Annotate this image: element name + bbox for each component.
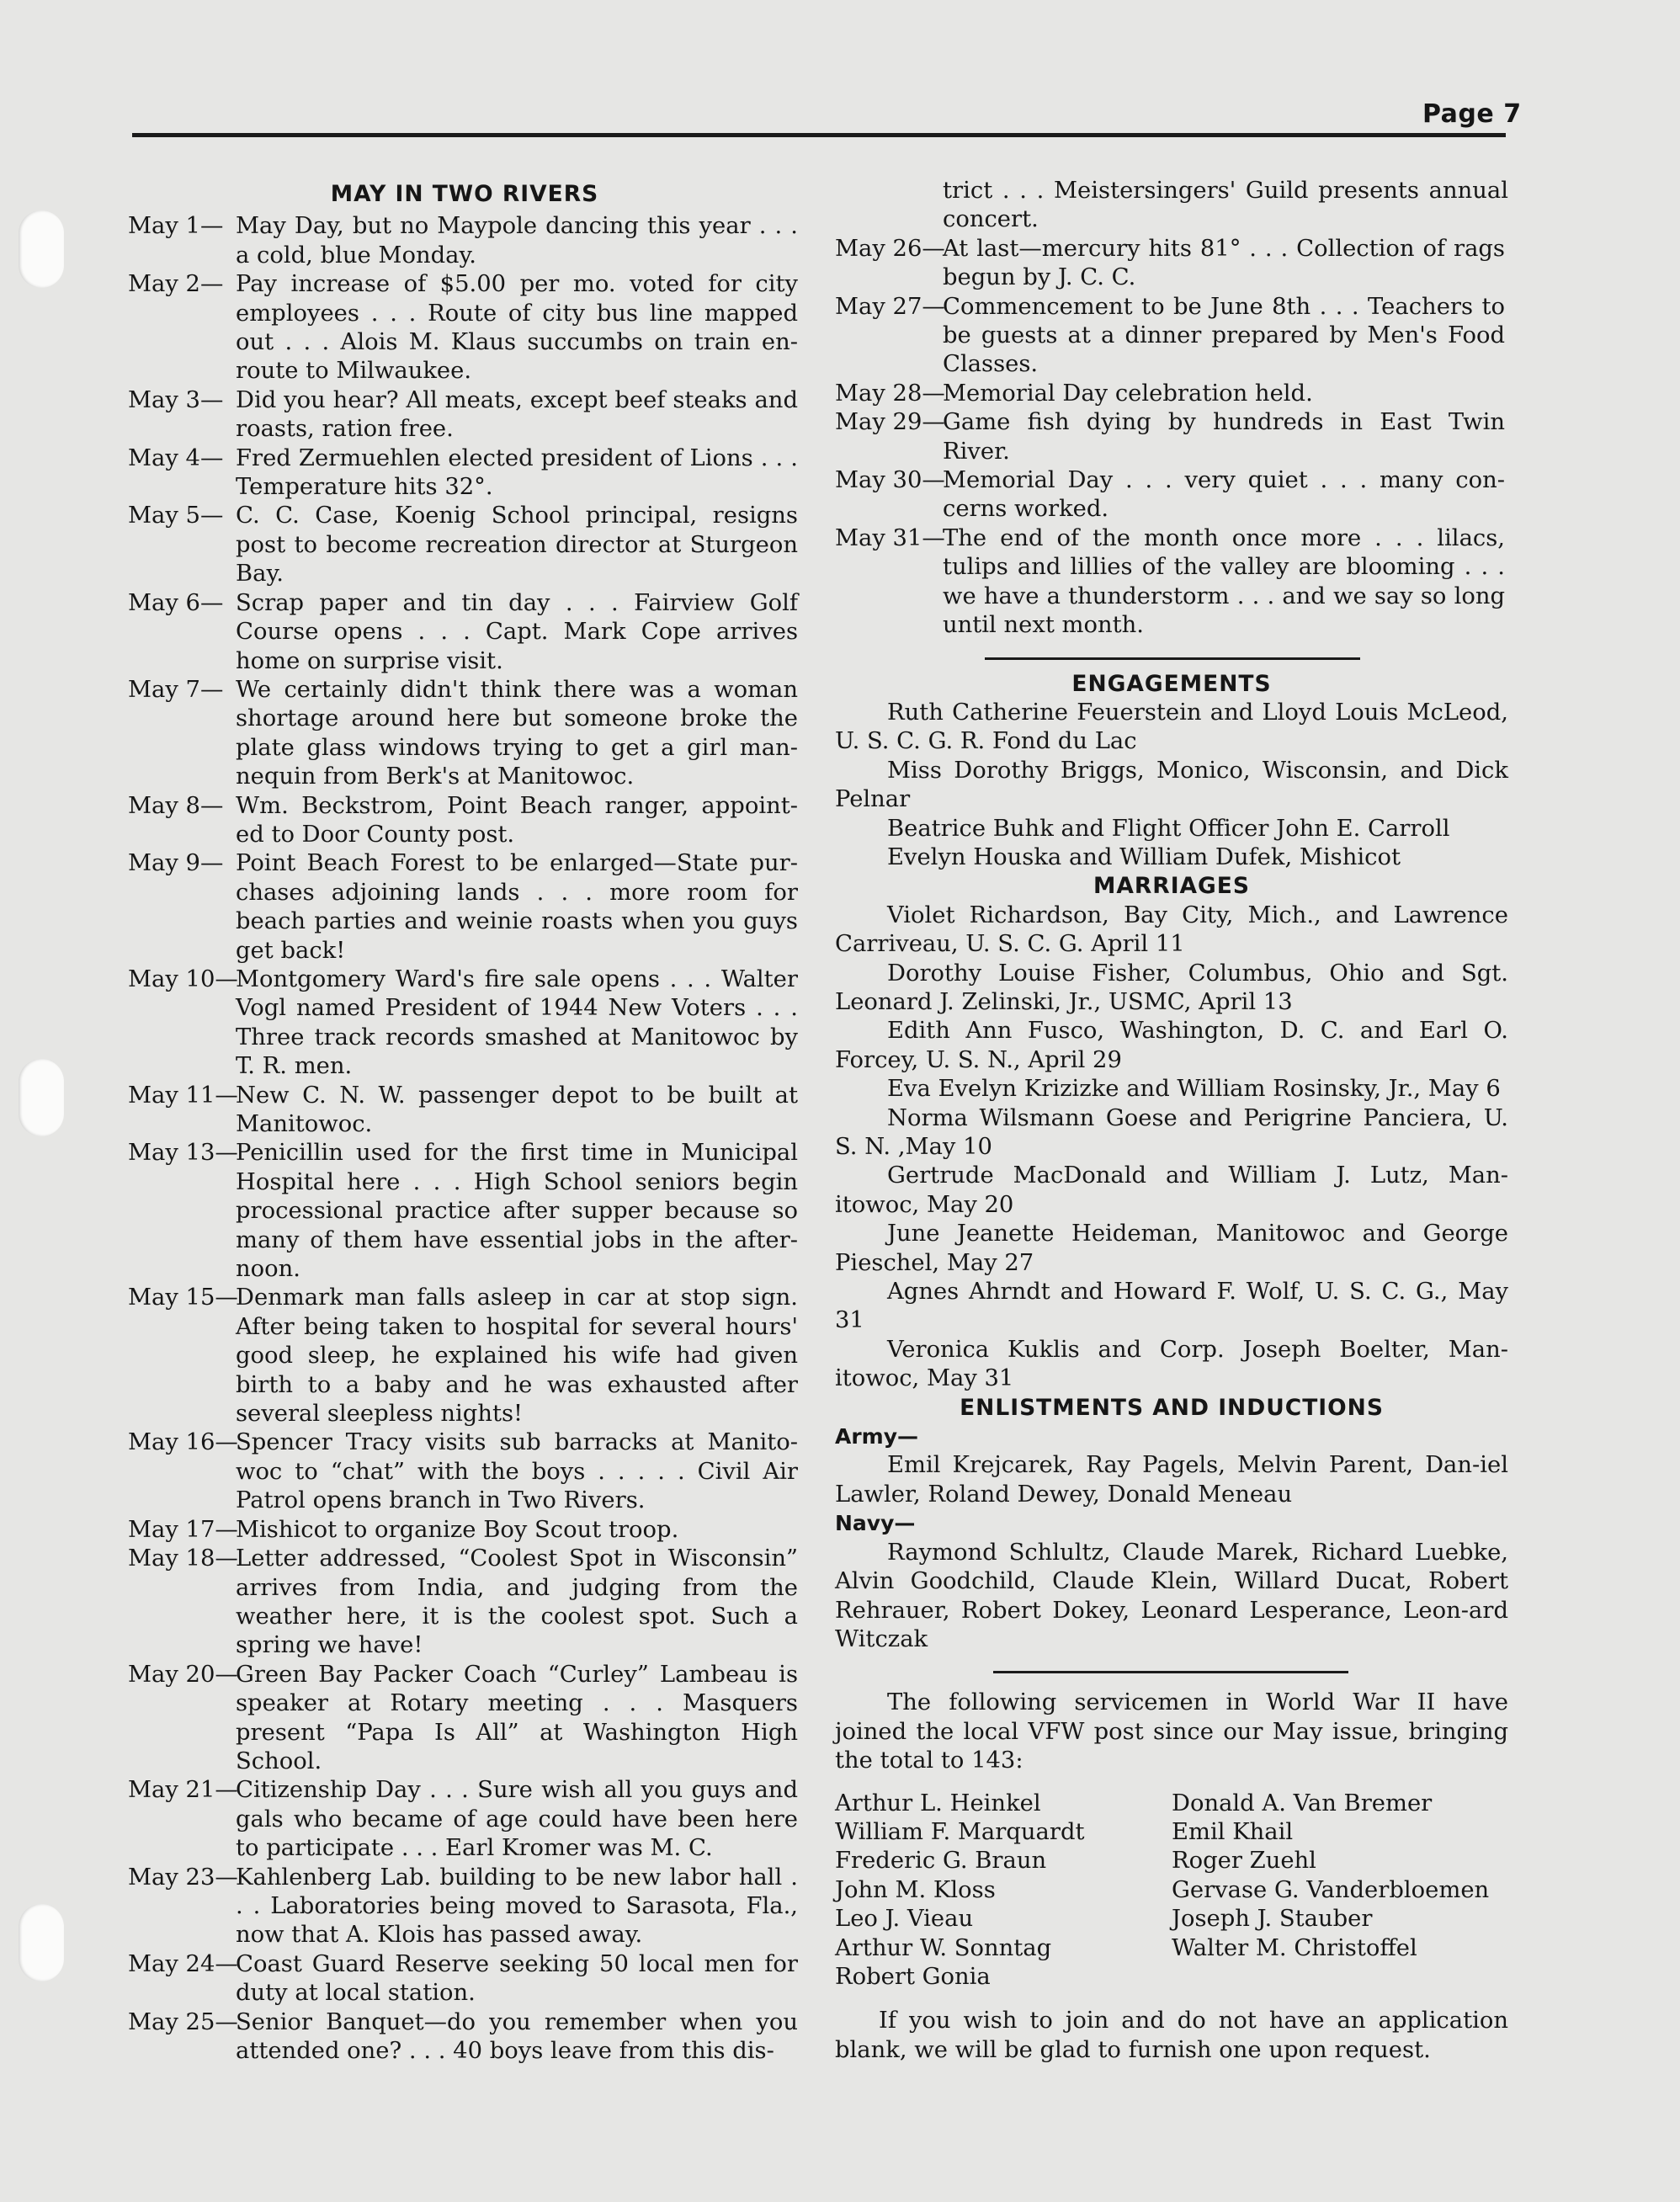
entry-text: Memorial Day . . . very quiet . . . many con-cerns worked. [943,467,1505,523]
may-entry [128,2008,801,2066]
may-entry [128,1950,801,2008]
entry-text: New C. N. W. passenger depot to be built at Manitowoc. [236,1082,798,1137]
marriage-item: June Jeanette Heideman, Manitowoc and George Pieschel, May 27 [835,1221,1508,1276]
entry-date: May 23— [128,1864,238,1891]
entry-text: Montgomery Ward's fire sale opens . . . Walter Vogl named President of 1944 New Voters . . . Three track records smashed at Manitowoc by T. R. men. [236,965,798,1080]
may-entry [128,589,801,676]
header-rule [132,133,1506,137]
vfw-name: Emil Khail [1172,1818,1294,1845]
entry-date: May 20— [128,1661,238,1688]
vfw-name: Donald A. Van Bremer [1172,1790,1433,1816]
vfw-name: Walter M. Christoffel [1172,1934,1417,1961]
may-entries-right [835,235,1508,641]
punch-hole-bottom [19,1904,64,1981]
entry-text: Letter addressed, “Coolest Spot in Wisconsin” arrives from India, and judging from the weather here, it is the coolest spot. Such a spring we have! [236,1545,798,1659]
entry-text: Pay increase of $5.00 per mo. voted for city employees . . . Route of city bus line mapped out . . . Alois M. Klaus succumbs on train en-route to Milwaukee. [236,271,798,385]
may-entry [128,1776,801,1863]
engagement-item: Miss Dorothy Briggs, Monico, Wisconsin, and Dick Pelnar [835,757,1508,813]
entry-text: Wm. Beckstrom, Point Beach ranger, appoint-ed to Door County post. [236,792,798,848]
vfw-name: Frederic G. Braun [835,1848,1047,1875]
entry-text: Commencement to be June 8th . . . Teachers to be guests at a dinner prepared by Men's Food Classes. [943,293,1505,378]
entry-date: May 7— [128,676,224,703]
entry-date: May 13— [128,1140,238,1167]
vfw-name: John M. Kloss [835,1876,996,1903]
engagement-item: Ruth Catherine Feuerstein and Lloyd Louis McLeod, U. S. C. G. R. Fond du Lac [835,699,1508,755]
vfw-name: Robert Gonia [835,1963,991,1990]
marriage-item: Norma Wilsmann Goese and Perigrine Panciera, U. S. N. ,May 10 [835,1104,1508,1160]
section-rule [985,657,1360,660]
vfw-name: Roger Zuehl [1172,1848,1316,1875]
may-entry [128,502,801,588]
entry-date: May 18— [128,1545,238,1572]
may-entry [128,386,801,444]
may-entry [128,849,801,965]
may-entry [128,1545,801,1661]
entry-text: Memorial Day celebration held. [943,380,1313,407]
entry-text: We certainly didn't think there was a woman shortage around here but someone broke the plate glass windows trying to get a girl man-nequin from Berk's at Manitowoc. [236,676,798,790]
entry-text: Citizenship Day . . . Sure wish all you guys and gals who became of age could have been here to participate . . . Earl Kromer was M. C. [236,1777,798,1862]
may-entry [128,792,801,850]
page-number: Page 7 [1422,99,1522,129]
punch-hole-top [19,210,64,288]
entry-date: May 29— [835,409,945,436]
may-entry [128,676,801,792]
entry-date: May 24— [128,1950,238,1977]
entry-date: May 28— [835,380,945,407]
entry-date: May 15— [128,1284,238,1311]
entry-text: Point Beach Forest to be enlarged—State pur-chases adjoining lands . . . more room for beach parties and weinie roasts when you guys get back! [236,850,798,964]
marriages-list [835,902,1508,1394]
marriage-item: Violet Richardson, Bay City, Mich., and Lawrence Carriveau, U. S. C. G. April 11 [835,902,1508,958]
entry-text: Green Bay Packer Coach “Curley” Lambeau is speaker at Rotary meeting . . . Masquers present “Papa Is All” at Washington High School. [236,1661,798,1774]
may-entry [128,965,801,1082]
entry-text: Penicillin used for the first time in Municipal Hospital here . . . High School seniors begin processional practice after supper because so many of them have essential jobs in the after-noon. [236,1140,798,1283]
marriage-item: Agnes Ahrndt and Howard F. Wolf, U. S. C. G., May 31 [835,1279,1508,1334]
navy-names: Raymond Schlultz, Claude Marek, Richard Luebke, Alvin Goodchild, Claude Klein, Willard Ducat, Robert Rehrauer, Robert Dokey, Leonard Lesperance, Leon-ard Witczak [835,1539,1508,1652]
vfw-name: William F. Marquardt [835,1818,1085,1845]
entry-date: May 6— [128,589,224,616]
entry-text: Mishicot to organize Boy Scout troop. [236,1516,679,1543]
marriage-item: Eva Evelyn Krizizke and William Rosinsky, Jr., May 6 [887,1076,1501,1103]
may-entry [128,444,801,503]
entry-text: The end of the month once more . . . lilacs, tulips and lillies of the valley are blooming . . . we have a thunderstorm . . . and we say so long until next month. [943,524,1505,639]
army-names: Emil Krejcarek, Ray Pagels, Melvin Parent, Dan-iel Lawler, Roland Dewey, Donald Meneau [835,1452,1508,1508]
entry-date: May 17— [128,1516,238,1543]
army-label: Army— [835,1424,919,1449]
may-entry [128,1082,801,1140]
vfw-name: Joseph J. Stauber [1172,1906,1373,1933]
entry-date: May 4— [128,444,224,471]
may-entry [835,408,1508,466]
engagement-item: Evelyn Houska and William Dufek, Mishicot [887,843,1401,870]
entry-date: May 1— [128,213,224,240]
entry-date: May 9— [128,850,224,877]
entry-date: May 27— [835,293,945,320]
vfw-name: Leo J. Vieau [835,1906,974,1933]
may-continuation: trict . . . Meistersingers' Guild presents annual concert. [943,178,1508,233]
vfw-intro: The following servicemen in World War II have joined the local VFW post since our May issue, bringing the total to 143: [835,1689,1508,1774]
navy-label: Navy— [835,1511,916,1536]
entry-date: May 25— [128,2008,238,2035]
marriage-item: Gertrude MacDonald and William J. Lutz, Man-itowoc, May 20 [835,1162,1508,1218]
entry-text: Kahlenberg Lab. building to be new labor hall . . . Laboratories being moved to Sarasota, Fla., now that A. Klois has passed away. [236,1864,798,1949]
entry-date: May 3— [128,386,224,413]
entry-date: May 26— [835,235,945,262]
entry-text: Fred Zermuehlen elected president of Lions . . . Temperature hits 32°. [236,444,798,501]
left-column [128,158,801,2066]
entry-text: Scrap paper and tin day . . . Fairview Golf Course opens . . . Capt. Mark Cope arrives home on surprise visit. [236,589,798,674]
vfw-name: Arthur L. Heinkel [835,1790,1041,1816]
vfw-names-right [1172,1790,1508,1992]
may-entry [835,380,1508,408]
may-entry [128,1284,801,1428]
entry-text: Coast Guard Reserve seeking 50 local men for duty at local station. [236,1950,798,2007]
may-entry [128,1516,801,1545]
entry-date: May 5— [128,503,224,529]
entry-text: C. C. Case, Koenig School principal, resigns post to become recreation director at Sturgeon Bay. [236,503,798,588]
engagements-heading: ENGAGEMENTS [1071,670,1272,697]
engagements-list [835,699,1508,872]
may-heading: MAY IN TWO RIVERS [330,181,599,207]
entry-date: May 16— [128,1429,238,1456]
entry-text: Spencer Tracy visits sub barracks at Manito-woc to “chat” with the boys . . . . . Civil Air Patrol opens branch in Two Rivers. [236,1429,798,1514]
entry-text: At last—mercury hits 81° . . . Collection of rags begun by J. C. C. [943,235,1505,291]
vfw-names [835,1790,1508,1992]
punch-hole-middle [19,1059,64,1136]
entry-text: Game fish dying by hundreds in East Twin River. [943,409,1505,465]
engagement-item: Beatrice Buhk and Flight Officer John E. Carroll [887,815,1450,842]
marriages-heading: MARRIAGES [1093,873,1250,900]
entry-text: May Day, but no Maypole dancing this year . . . a cold, blue Monday. [236,213,798,269]
may-entry [128,1661,801,1777]
entry-date: May 8— [128,792,224,819]
may-entry [835,466,1508,524]
entry-date: May 11— [128,1082,238,1109]
vfw-names-left [835,1790,1172,1992]
may-entries [128,212,801,2066]
enlistments-heading: ENLISTMENTS AND INDUCTIONS [960,1394,1384,1421]
may-entry [128,212,801,270]
may-entry [128,1864,801,1950]
may-entry [128,1428,801,1515]
marriage-item: Dorothy Louise Fisher, Columbus, Ohio and Sgt. Leonard J. Zelinski, Jr., USMC, April 13 [835,960,1508,1015]
entry-text: Senior Banquet—do you remember when you attended one? . . . 40 boys leave from this dis- [236,2008,798,2064]
entry-date: May 10— [128,965,238,992]
may-entry [835,235,1508,293]
entry-date: May 21— [128,1777,238,1804]
vfw-name: Gervase G. Vanderbloemen [1172,1876,1490,1903]
may-entry [835,293,1508,380]
marriage-item: Veronica Kuklis and Corp. Joseph Boelter, Man-itowoc, May 31 [835,1336,1508,1392]
right-column [835,158,1508,2065]
entry-text: Did you hear? All meats, except beef steaks and roasts, ration free. [236,386,798,443]
vfw-name: Arthur W. Sonntag [835,1934,1052,1961]
entry-text: Denmark man falls asleep in car at stop sign. After being taken to hospital for several hours' good sleep, he explained his wife had given birth to a baby and he was exhausted after several sleepless nights! [236,1284,798,1428]
marriage-item: Edith Ann Fusco, Washington, D. C. and Earl O. Forcey, U. S. N., April 29 [835,1018,1508,1073]
entry-date: May 31— [835,524,945,551]
vfw-closing: If you wish to join and do not have an application blank, we will be glad to furnish one upon request. [835,2008,1508,2063]
may-entry [835,524,1508,641]
entry-date: May 30— [835,467,945,494]
may-entry [128,270,801,386]
entry-date: May 2— [128,271,224,298]
may-entry [128,1139,801,1284]
section-rule-2 [993,1671,1348,1673]
